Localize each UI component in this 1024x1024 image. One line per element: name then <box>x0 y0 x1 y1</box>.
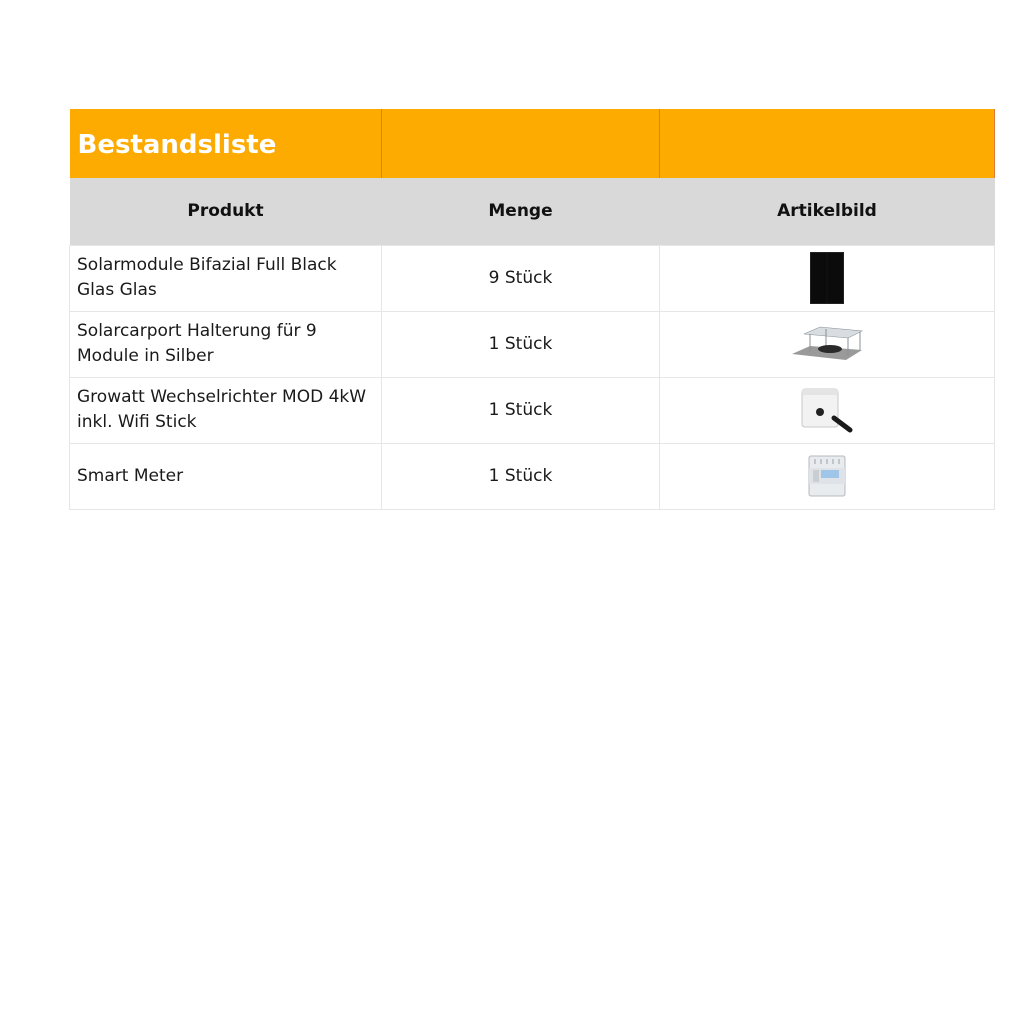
title-cell-empty <box>660 109 995 178</box>
title-cell-empty <box>382 109 660 178</box>
quantity-cell: 1 Stück <box>382 377 660 443</box>
header-quantity: Menge <box>382 178 660 245</box>
product-cell: Solarcarport Halterung für 9 Module in Silber <box>70 311 382 377</box>
table-row <box>70 443 995 509</box>
product-cell: Solarmodule Bifazial Full Black Glas Glas <box>70 245 382 311</box>
product-cell: Smart Meter <box>70 443 382 509</box>
product-cell: Growatt Wechselrichter MOD 4kW inkl. Wifi Stick <box>70 377 382 443</box>
solar-panel-icon <box>810 252 844 304</box>
inventory-table <box>69 109 995 510</box>
quantity-cell: 1 Stück <box>382 443 660 509</box>
image-cell <box>660 443 995 509</box>
header-row <box>70 178 995 245</box>
quantity-cell: 1 Stück <box>382 311 660 377</box>
quantity-cell: 9 Stück <box>382 245 660 311</box>
header-product: Produkt <box>70 178 382 245</box>
title-row <box>70 109 995 178</box>
table-title: Bestandsliste <box>70 109 382 178</box>
inverter-icon <box>800 386 854 434</box>
table-row <box>70 245 995 311</box>
image-cell <box>660 245 995 311</box>
smart-meter-icon <box>807 454 847 498</box>
header-image: Artikelbild <box>660 178 995 245</box>
table-row <box>70 311 995 377</box>
solar-carport-icon <box>790 324 864 364</box>
table-row <box>70 377 995 443</box>
image-cell <box>660 311 995 377</box>
image-cell <box>660 377 995 443</box>
